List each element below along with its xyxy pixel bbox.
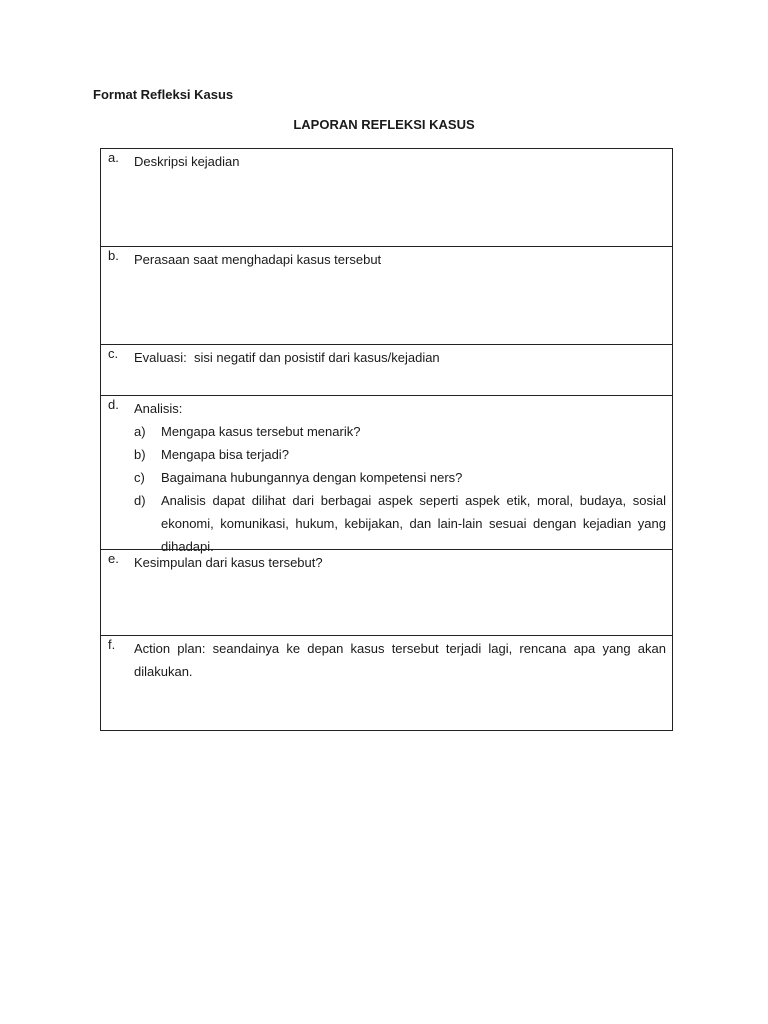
row-marker: b. [108, 248, 119, 263]
analysis-item-text: Mengapa bisa terjadi? [161, 447, 289, 462]
row-label: Evaluasi: sisi negatif dan posistif dari kasus/kejadian [134, 350, 440, 365]
analysis-item-text: Mengapa kasus tersebut menarik? [161, 424, 361, 439]
row-marker: f. [108, 637, 116, 652]
row-label: Action plan: seandainya ke depan kasus tersebut terjadi lagi, rencana apa yang akan dilakukan. [134, 641, 666, 679]
row-action-plan [101, 635, 672, 730]
row-label: Analisis: [134, 401, 183, 416]
analysis-item [134, 466, 666, 489]
analysis-item-marker: d) [134, 493, 146, 508]
row-analysis [101, 395, 672, 554]
analysis-item-text: Bagaimana hubungannya dengan kompetensi ners? [161, 470, 463, 485]
row-conclusion [101, 549, 672, 635]
analysis-item-text: Analisis dapat dilihat dari berbagai aspek seperti aspek etik, moral, budaya, sosial ekonomi, komunikasi, hukum, kebijakan, dan lain-lain sesuai dengan kejadian yang dihadapi. [161, 493, 666, 554]
analysis-item-marker: c) [134, 470, 145, 485]
row-feelings [101, 246, 672, 344]
row-marker: c. [108, 346, 119, 361]
row-marker: a. [108, 150, 119, 165]
analysis-item [134, 420, 666, 443]
reflection-form-table [100, 148, 673, 731]
analysis-item [134, 443, 666, 466]
document-title: LAPORAN REFLEKSI KASUS [293, 117, 475, 132]
row-label: Deskripsi kejadian [134, 154, 240, 169]
analysis-item-marker: b) [134, 447, 146, 462]
row-marker: e. [108, 551, 119, 566]
row-description [101, 149, 672, 246]
analysis-item-marker: a) [134, 424, 146, 439]
row-label: Perasaan saat menghadapi kasus tersebut [134, 252, 382, 267]
analysis-content [134, 397, 666, 558]
row-label: Kesimpulan dari kasus tersebut? [134, 555, 323, 570]
row-marker: d. [108, 397, 119, 412]
row-evaluation [101, 344, 672, 395]
analysis-item [134, 489, 666, 558]
document-heading: Format Refleksi Kasus [93, 87, 234, 102]
